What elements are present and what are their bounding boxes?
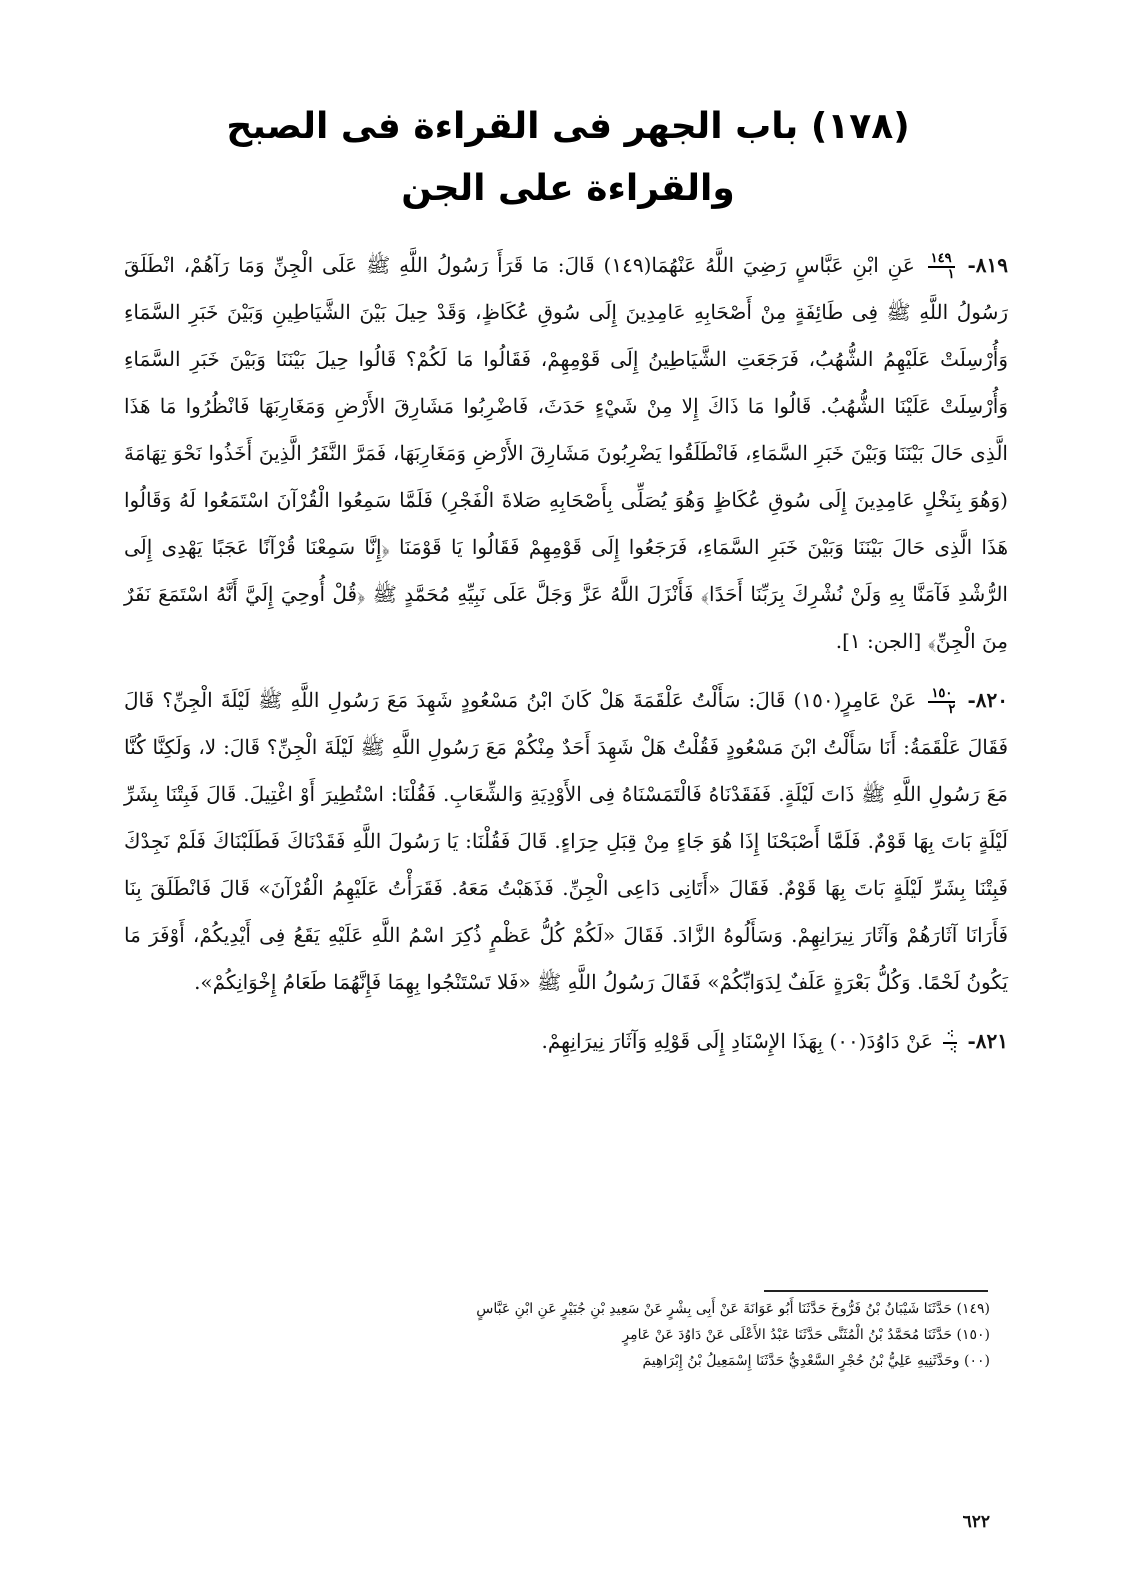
hadith-code-bottom: ٢ bbox=[948, 701, 956, 717]
hadith-821 bbox=[124, 1018, 1008, 1065]
footnote-00: (٠٠) وحَدَّثَنِيهِ عَلِيُّ بْنُ حُجْرٍ السَّعْدِيُّ حَدَّثَنَا إِسْمَعِيلُ بْنُ إِبْرَاهِيمَ bbox=[642, 1353, 990, 1369]
hadith-text: عَنِ ابْنِ عَبَّاسٍ رَضِيَ اللَّهُ عَنْهُمَا(١٤٩) قَالَ: مَا قَرَأَ رَسُولُ اللَّهِ ﷺ عَلَى الْجِنِّ وَمَا رَآهُمْ، انْطَلَقَ رَسُولُ اللَّهِ ﷺ فِى طَائِفَةٍ مِنْ أَصْحَابِهِ عَامِدِينَ إِلَى سُوقِ عُكَاظٍ، وَقَدْ حِيلَ بَيْنَ الشَّيَاطِينِ وَبَيْنَ خَبَرِ السَّمَاءِ وَأُرْسِلَتْ عَلَيْهِمُ الشُّهُبُ، فَرَجَعَتِ الشَّيَاطِينُ إِلَى قَوْمِهِمْ، فَقَالُوا مَا لَكُمْ؟ قَالُوا حِيلَ بَيْنَنَا وَبَيْنَ خَبَرِ السَّمَاءِ وَأُرْسِلَتْ عَلَيْنَا الشُّهُبُ. قَالُوا مَا ذَاكَ إِلا مِنْ شَيْءٍ حَدَثَ، فَاضْرِبُوا مَشَارِقَ الأَرْضِ وَمَغَارِبَهَا فَانْظُرُوا مَا هَذَا الَّذِى حَالَ بَيْنَنَا وَبَيْنَ خَبَرِ السَّمَاءِ، فَانْطَلَقُوا يَضْرِبُونَ مَشَارِقَ الأَرْضِ وَمَغَارِبَهَا، فَمَرَّ النَّفَرُ الَّذِينَ أَخَذُوا نَحْوَ تِهَامَةَ (وَهُوَ بِنَخْلٍ عَامِدِينَ إِلَى سُوقِ عُكَاظٍ وَهُوَ يُصَلِّى بِأَصْحَابِهِ صَلاةَ الْفَجْرِ) فَلَمَّا سَمِعُوا الْقُرْآنَ اسْتَمَعُوا لَهُ وَقَالُوا هَذَا الَّذِى حَالَ بَيْنَنَا وَبَيْنَ خَبَرِ السَّمَاءِ، فَرَجَعُوا إِلَى قَوْمِهِمْ فَقَالُوا يَا قَوْمَنَا ﴿إِنَّا سَمِعْنَا قُرْآنًا عَجَبًا يَهْدِى إِلَى الرُّشْدِ فَآمَنَّا بِهِ وَلَنْ نُشْرِكَ بِرَبِّنَا أَحَدًا﴾ فَأَنْزَلَ اللَّهُ عَزَّ وَجَلَّ عَلَى نَبِيِّهِ مُحَمَّدٍ ﷺ ﴿قُلْ أُوحِيَ إِلَيَّ أَنَّهُ اسْتَمَعَ نَفَرٌ مِنَ الْجِنِّ﴾ bbox=[124, 253, 1008, 653]
page-number: ٦٢٢ bbox=[962, 1512, 990, 1532]
quran-citation: [الجن: ١]. bbox=[835, 629, 922, 653]
hadith-text: عَنْ عَامِرٍ(١٥٠) قَالَ: سَأَلْتُ عَلْقَمَةَ هَلْ كَانَ ابْنُ مَسْعُودٍ شَهِدَ مَعَ رَسُولِ اللَّهِ ﷺ لَيْلَةَ الْجِنِّ؟ قَالَ فَقَالَ عَلْقَمَةُ: أَنَا سَأَلْتُ ابْنَ مَسْعُودٍ فَقُلْتُ هَلْ شَهِدَ أَحَدٌ مِنْكُمْ مَعَ رَسُولِ اللَّهِ ﷺ لَيْلَةَ الْجِنِّ؟ قَالَ: لا، وَلَكِنَّا كُنَّا مَعَ رَسُولِ اللَّهِ ﷺ ذَاتَ لَيْلَةٍ. فَفَقَدْنَاهُ فَالْتَمَسْنَاهُ فِى الأَوْدِيَةِ وَالشِّعَابِ. فَقُلْنَا: اسْتُطِيرَ أَوْ اغْتِيلَ. قَالَ فَبِتْنَا بِشَرِّ لَيْلَةٍ بَاتَ بِهَا قَوْمٌ. فَلَمَّا أَصْبَحْنَا إِذَا هُوَ جَاءٍ مِنْ قِبَلِ حِرَاءٍ. قَالَ فَقُلْنَا: يَا رَسُولَ اللَّهِ فَقَدْنَاكَ فَطَلَبْنَاكَ فَلَمْ نَجِدْكَ فَبِتْنَا بِشَرِّ لَيْلَةٍ بَاتَ بِهَا قَوْمٌ. فَقَالَ «أَتَانِى دَاعِى الْجِنِّ. فَذَهَبْتُ مَعَهُ. فَقَرَأْتُ عَلَيْهِمُ الْقُرْآنَ» قَالَ فَانْطَلَقَ بِنَا فَأَرَانَا آثَارَهُمْ وَآثَارَ نِيرَانِهِمْ. وَسَأَلُوهُ الزَّادَ. فَقَالَ «لَكُمْ كُلُّ عَظْمٍ ذُكِرَ اسْمُ اللَّهِ عَلَيْهِ يَقَعُ فِى أَيْدِيكُمْ، أَوْفَرَ مَا يَكُونُ لَحْمًا. وَكُلُّ بَعْرَةٍ عَلَفٌ لِدَوَابِّكُمْ» فَقَالَ رَسُولُ اللَّهِ ﷺ «فَلا تَسْتَنْجُوا بِهِمَا فَإِنَّهُمَا طَعَامُ إِخْوَانِكُمْ». bbox=[124, 688, 1008, 994]
footnotes bbox=[124, 1296, 990, 1374]
hadith-820 bbox=[124, 677, 1008, 1006]
hadith-code bbox=[928, 687, 955, 717]
hadith-text: عَنْ دَاوُدَ(٠٠) بِهَذَا الإِسْنَادِ إِلَى قَوْلِهِ وَآثَارَ نِيرَانِهِمْ. bbox=[541, 1029, 934, 1053]
hadith-number: ٨٢١- bbox=[967, 1029, 1008, 1053]
hadith-code-bottom: ⁖ bbox=[949, 1042, 958, 1058]
hadith-code-top: ١٥٠ bbox=[928, 687, 955, 703]
hadith-number: ٨١٩- bbox=[967, 253, 1008, 277]
hadith-code bbox=[943, 1028, 957, 1058]
hadith-code-top: ⁖ bbox=[943, 1028, 957, 1044]
chapter-title-line-2: والقراءة على الجن bbox=[401, 168, 735, 209]
chapter-title bbox=[160, 96, 976, 220]
hadith-code-bottom: ١ bbox=[947, 266, 955, 282]
footnote-149: (١٤٩) حَدَّثَنَا شَيْبَانُ بْنُ فَرُّوخَ حَدَّثَنَا أَبُو عَوَانَةَ عَنْ أَبِى بِشْرٍ عَنْ سَعِيدِ بْنِ جُبَيْرٍ عَنِ ابْنِ عَبَّاسٍ bbox=[476, 1301, 990, 1317]
footnote-divider bbox=[764, 1290, 988, 1292]
hadith-code bbox=[928, 252, 955, 282]
hadith-text-block bbox=[124, 242, 1008, 1077]
hadith-code-top: ١٤٩ bbox=[928, 252, 955, 268]
chapter-title-line-1: (١٧٨) باب الجهر فى القراءة فى الصبح bbox=[226, 106, 910, 147]
hadith-number: ٨٢٠- bbox=[967, 688, 1009, 712]
footnote-150: (١٥٠) حَدَّثَنَا مُحَمَّدُ بْنُ الْمُثَنَّى حَدَّثَنَا عَبْدُ الأَعْلَى عَنْ دَاوُدَ عَنْ عَامِرٍ bbox=[622, 1327, 990, 1343]
hadith-819 bbox=[124, 242, 1008, 665]
